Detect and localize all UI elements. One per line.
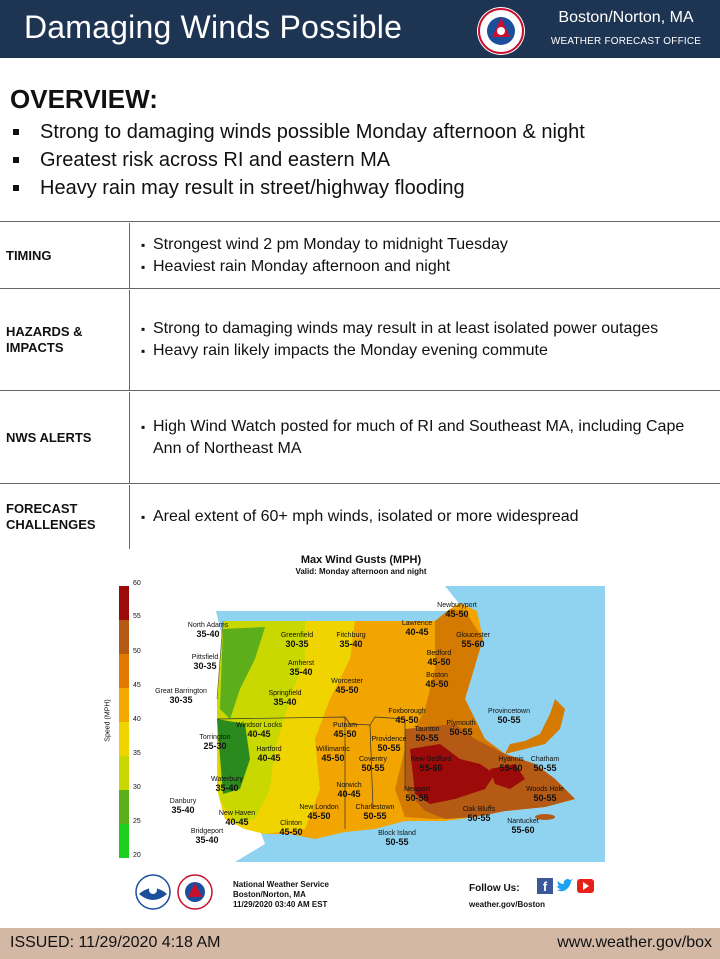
location-gust-value: 30-35 xyxy=(169,695,193,705)
location-gust-value: 50-55 xyxy=(385,837,409,847)
overview-title: OVERVIEW: xyxy=(10,84,158,114)
map-location-label xyxy=(359,755,387,773)
map-location-label xyxy=(331,677,363,695)
location-name: Bridgeport xyxy=(190,828,224,835)
hazards-item: ▪ Heavy rain likely impacts the Monday evening commute xyxy=(141,340,720,362)
scale-tick: 30 xyxy=(133,784,141,791)
office-name: WEATHER FORECAST OFFICE xyxy=(550,36,702,47)
location-gust-value: 40-45 xyxy=(337,789,361,799)
map-location-label xyxy=(288,659,314,677)
location-gust-value: 35-40 xyxy=(196,629,220,639)
location-gust-value: 55-60 xyxy=(499,763,523,773)
location-gust-value: 45-50 xyxy=(321,753,345,763)
map-location-label xyxy=(456,631,490,649)
location-name: Springfield xyxy=(268,690,302,697)
office-city: Boston/Norton, MA xyxy=(558,9,694,26)
location-name: Torrington xyxy=(199,734,231,741)
map-location-label xyxy=(170,797,196,815)
hazards-item: ▪ Strong to damaging winds may result in at least isolated power outages xyxy=(141,318,720,340)
location-name: North Adams xyxy=(187,622,229,629)
map-location-label xyxy=(415,725,440,743)
header-banner xyxy=(0,0,720,58)
location-name: Oak Bluffs xyxy=(462,806,496,813)
scale-tick: 20 xyxy=(133,852,141,859)
location-gust-value: 45-50 xyxy=(445,609,469,619)
challenges-item: ▪ Areal extent of 60+ mph winds, isolated or more widespread xyxy=(141,506,720,528)
map-location-label xyxy=(211,775,243,793)
location-name: Block Island xyxy=(378,830,416,837)
map-location-label xyxy=(427,649,452,667)
overview-item: Heavy rain may result in street/highway flooding xyxy=(10,174,585,202)
location-gust-value: 50-55 xyxy=(405,793,429,803)
map-location-label xyxy=(507,817,539,835)
map-location-label xyxy=(191,827,223,845)
map-location-label xyxy=(371,735,406,753)
location-name: Clinton xyxy=(280,820,302,827)
location-name: Providence xyxy=(371,736,407,743)
location-gust-value: 55-60 xyxy=(419,763,443,773)
map-location-label xyxy=(279,819,302,837)
office-block xyxy=(541,9,711,47)
location-gust-value: 45-50 xyxy=(333,729,357,739)
twitter-icon[interactable] xyxy=(556,878,574,894)
location-name: New Haven xyxy=(218,810,256,817)
location-name: Greenfield xyxy=(280,632,314,639)
alerts-item: ▪ High Wind Watch posted for much of RI and Southeast MA, including Cape Ann of Northeast MA xyxy=(141,416,700,460)
facebook-icon[interactable]: f xyxy=(537,878,553,894)
scale-tick: 45 xyxy=(133,682,141,689)
alerts-row xyxy=(0,392,720,484)
location-gust-value: 45-50 xyxy=(425,679,449,689)
location-name: Coventry xyxy=(358,756,388,763)
map-office: Boston/Norton, MA xyxy=(233,890,306,899)
timing-item: ▪ Heaviest rain Monday afternoon and night xyxy=(141,256,720,278)
nws-seal-icon xyxy=(476,6,526,56)
footer-bar xyxy=(0,928,720,959)
bullet-icon xyxy=(13,129,19,135)
bullet-icon xyxy=(13,157,19,163)
location-gust-value: 30-35 xyxy=(193,661,217,671)
scale-tick: 55 xyxy=(133,613,141,620)
location-name: Plymouth xyxy=(446,720,476,727)
map-location-label xyxy=(281,631,313,649)
timing-row xyxy=(0,223,720,289)
map-location-label xyxy=(388,707,425,725)
location-name: Woods Hole xyxy=(525,786,565,793)
scale-tick: 35 xyxy=(133,750,141,757)
overview-item: Greatest risk across RI and eastern MA xyxy=(10,146,585,174)
map-location-label xyxy=(402,619,432,637)
location-gust-value: 50-55 xyxy=(449,727,473,737)
map-location-label xyxy=(192,653,218,671)
location-name: Norwich xyxy=(336,782,362,789)
map-location-label xyxy=(437,601,477,619)
map-location-label xyxy=(356,803,395,821)
hazards-label: HAZARDS & IMPACTS xyxy=(0,290,130,390)
location-gust-value: 55-60 xyxy=(461,639,485,649)
map-location-label xyxy=(268,689,301,707)
alerts-label: NWS ALERTS xyxy=(0,392,130,483)
location-name: Foxborough xyxy=(388,708,426,715)
map-follow-label: Follow Us: xyxy=(469,883,520,894)
location-name: Hyannis xyxy=(498,756,524,763)
location-gust-value: 35-40 xyxy=(289,667,313,677)
map-location-label xyxy=(463,805,495,823)
map-location-label xyxy=(404,785,430,803)
map-website: weather.gov/Boston xyxy=(469,900,546,909)
noaa-logo-icon xyxy=(135,874,171,910)
map-location-label xyxy=(299,803,338,821)
location-name: Newport xyxy=(403,786,431,793)
scale-label: Speed (MPH) xyxy=(104,699,112,742)
overview-item: Strong to damaging winds possible Monday afternoon & night xyxy=(10,118,585,146)
location-gust-value: 50-55 xyxy=(377,743,401,753)
map-location-label xyxy=(336,631,365,649)
map-location-label xyxy=(155,687,207,705)
map-location-label xyxy=(336,781,361,799)
location-gust-value: 45-50 xyxy=(307,811,331,821)
map-location-label xyxy=(378,829,416,847)
scale-tick: 60 xyxy=(133,580,141,587)
location-name: Windsor Locks xyxy=(236,722,282,729)
nws-logo-icon xyxy=(177,874,213,910)
location-gust-value: 45-50 xyxy=(279,827,303,837)
location-name: Great Barrington xyxy=(155,688,207,695)
map-location-label xyxy=(446,719,475,737)
location-gust-value: 30-35 xyxy=(285,639,309,649)
challenges-label: FORECAST CHALLENGES xyxy=(0,485,130,549)
location-name: New London xyxy=(299,804,339,811)
scale-tick: 50 xyxy=(133,648,141,655)
map-location-label xyxy=(256,745,281,763)
location-gust-value: 35-40 xyxy=(171,805,195,815)
overview-list xyxy=(10,118,585,202)
location-name: Newburyport xyxy=(437,602,477,609)
timing-label: TIMING xyxy=(0,223,130,288)
location-name: Taunton xyxy=(414,726,440,733)
location-gust-value: 35-40 xyxy=(215,783,239,793)
map-timestamp: 11/29/2020 03:40 AM EST xyxy=(233,900,328,909)
location-gust-value: 55-60 xyxy=(511,825,535,835)
map-location-label xyxy=(425,671,448,689)
map-location-label xyxy=(531,755,559,773)
location-name: Nantucket xyxy=(507,818,539,825)
location-name: Boston xyxy=(426,672,448,679)
location-gust-value: 40-45 xyxy=(225,817,249,827)
location-gust-value: 50-55 xyxy=(533,793,557,803)
overview-section xyxy=(0,58,720,222)
map-location-label xyxy=(498,755,523,773)
map-valid-text: Valid: Monday afternoon and night xyxy=(295,567,427,576)
location-gust-value: 50-55 xyxy=(415,733,439,743)
timing-item: ▪ Strongest wind 2 pm Monday to midnight Tuesday xyxy=(141,234,720,256)
map-location-label xyxy=(199,733,230,751)
location-gust-value: 35-40 xyxy=(195,835,219,845)
scale-tick: 25 xyxy=(133,818,141,825)
location-gust-value: 40-45 xyxy=(257,753,281,763)
location-gust-value: 50-55 xyxy=(467,813,491,823)
map-location-label xyxy=(333,721,357,739)
location-name: Provincetown xyxy=(487,708,531,715)
scale-tick: 40 xyxy=(133,716,141,723)
location-name: New Bedford xyxy=(410,756,452,763)
location-name: Charlestown xyxy=(355,804,395,811)
alerts-body xyxy=(131,392,720,483)
map-location-label xyxy=(236,721,282,739)
location-gust-value: 35-40 xyxy=(273,697,297,707)
location-name: Worcester xyxy=(331,678,363,685)
page-title: Damaging Winds Possible xyxy=(24,9,403,45)
location-name: Bedford xyxy=(426,650,452,657)
hazards-row xyxy=(0,290,720,391)
location-name: Hartford xyxy=(256,746,282,753)
map-location-label xyxy=(219,809,255,827)
map-location-label xyxy=(411,755,451,773)
map-title: Max Wind Gusts (MPH) xyxy=(300,554,422,566)
location-gust-value: 50-55 xyxy=(497,715,521,725)
location-gust-value: 45-50 xyxy=(335,685,359,695)
bullet-icon xyxy=(13,185,19,191)
location-gust-value: 40-45 xyxy=(405,627,429,637)
wind-gust-map xyxy=(105,549,617,915)
location-name: Amherst xyxy=(287,660,315,667)
challenges-body xyxy=(131,485,720,549)
location-name: Chatham xyxy=(530,756,560,763)
location-gust-value: 35-40 xyxy=(339,639,363,649)
location-gust-value: 45-50 xyxy=(395,715,419,725)
map-location-label xyxy=(488,707,530,725)
map-location-label xyxy=(526,785,564,803)
map-location-label xyxy=(316,745,349,763)
location-name: Lawrence xyxy=(401,620,433,627)
location-gust-value: 25-30 xyxy=(203,741,227,751)
footer-url-link[interactable]: www.weather.gov/box xyxy=(557,934,712,951)
location-name: Gloucester xyxy=(456,632,490,639)
location-name: Danbury xyxy=(169,798,197,805)
location-gust-value: 50-55 xyxy=(361,763,385,773)
location-gust-value: 50-55 xyxy=(363,811,387,821)
issued-timestamp: ISSUED: 11/29/2020 4:18 AM xyxy=(10,934,221,951)
map-agency: National Weather Service xyxy=(233,880,329,889)
location-gust-value: 45-50 xyxy=(427,657,451,667)
location-name: Fitchburg xyxy=(336,632,366,639)
location-name: Waterbury xyxy=(210,776,244,783)
location-labels xyxy=(105,549,617,869)
hazards-body xyxy=(131,290,720,390)
location-name: Willimantic xyxy=(316,746,350,753)
location-gust-value: 40-45 xyxy=(247,729,271,739)
location-name: Pittsfield xyxy=(191,654,219,661)
timing-body xyxy=(131,223,720,288)
challenges-row xyxy=(0,485,720,549)
map-location-label xyxy=(188,621,228,639)
location-gust-value: 50-55 xyxy=(533,763,557,773)
location-name: Putnam xyxy=(332,722,358,729)
youtube-icon[interactable] xyxy=(577,879,594,893)
